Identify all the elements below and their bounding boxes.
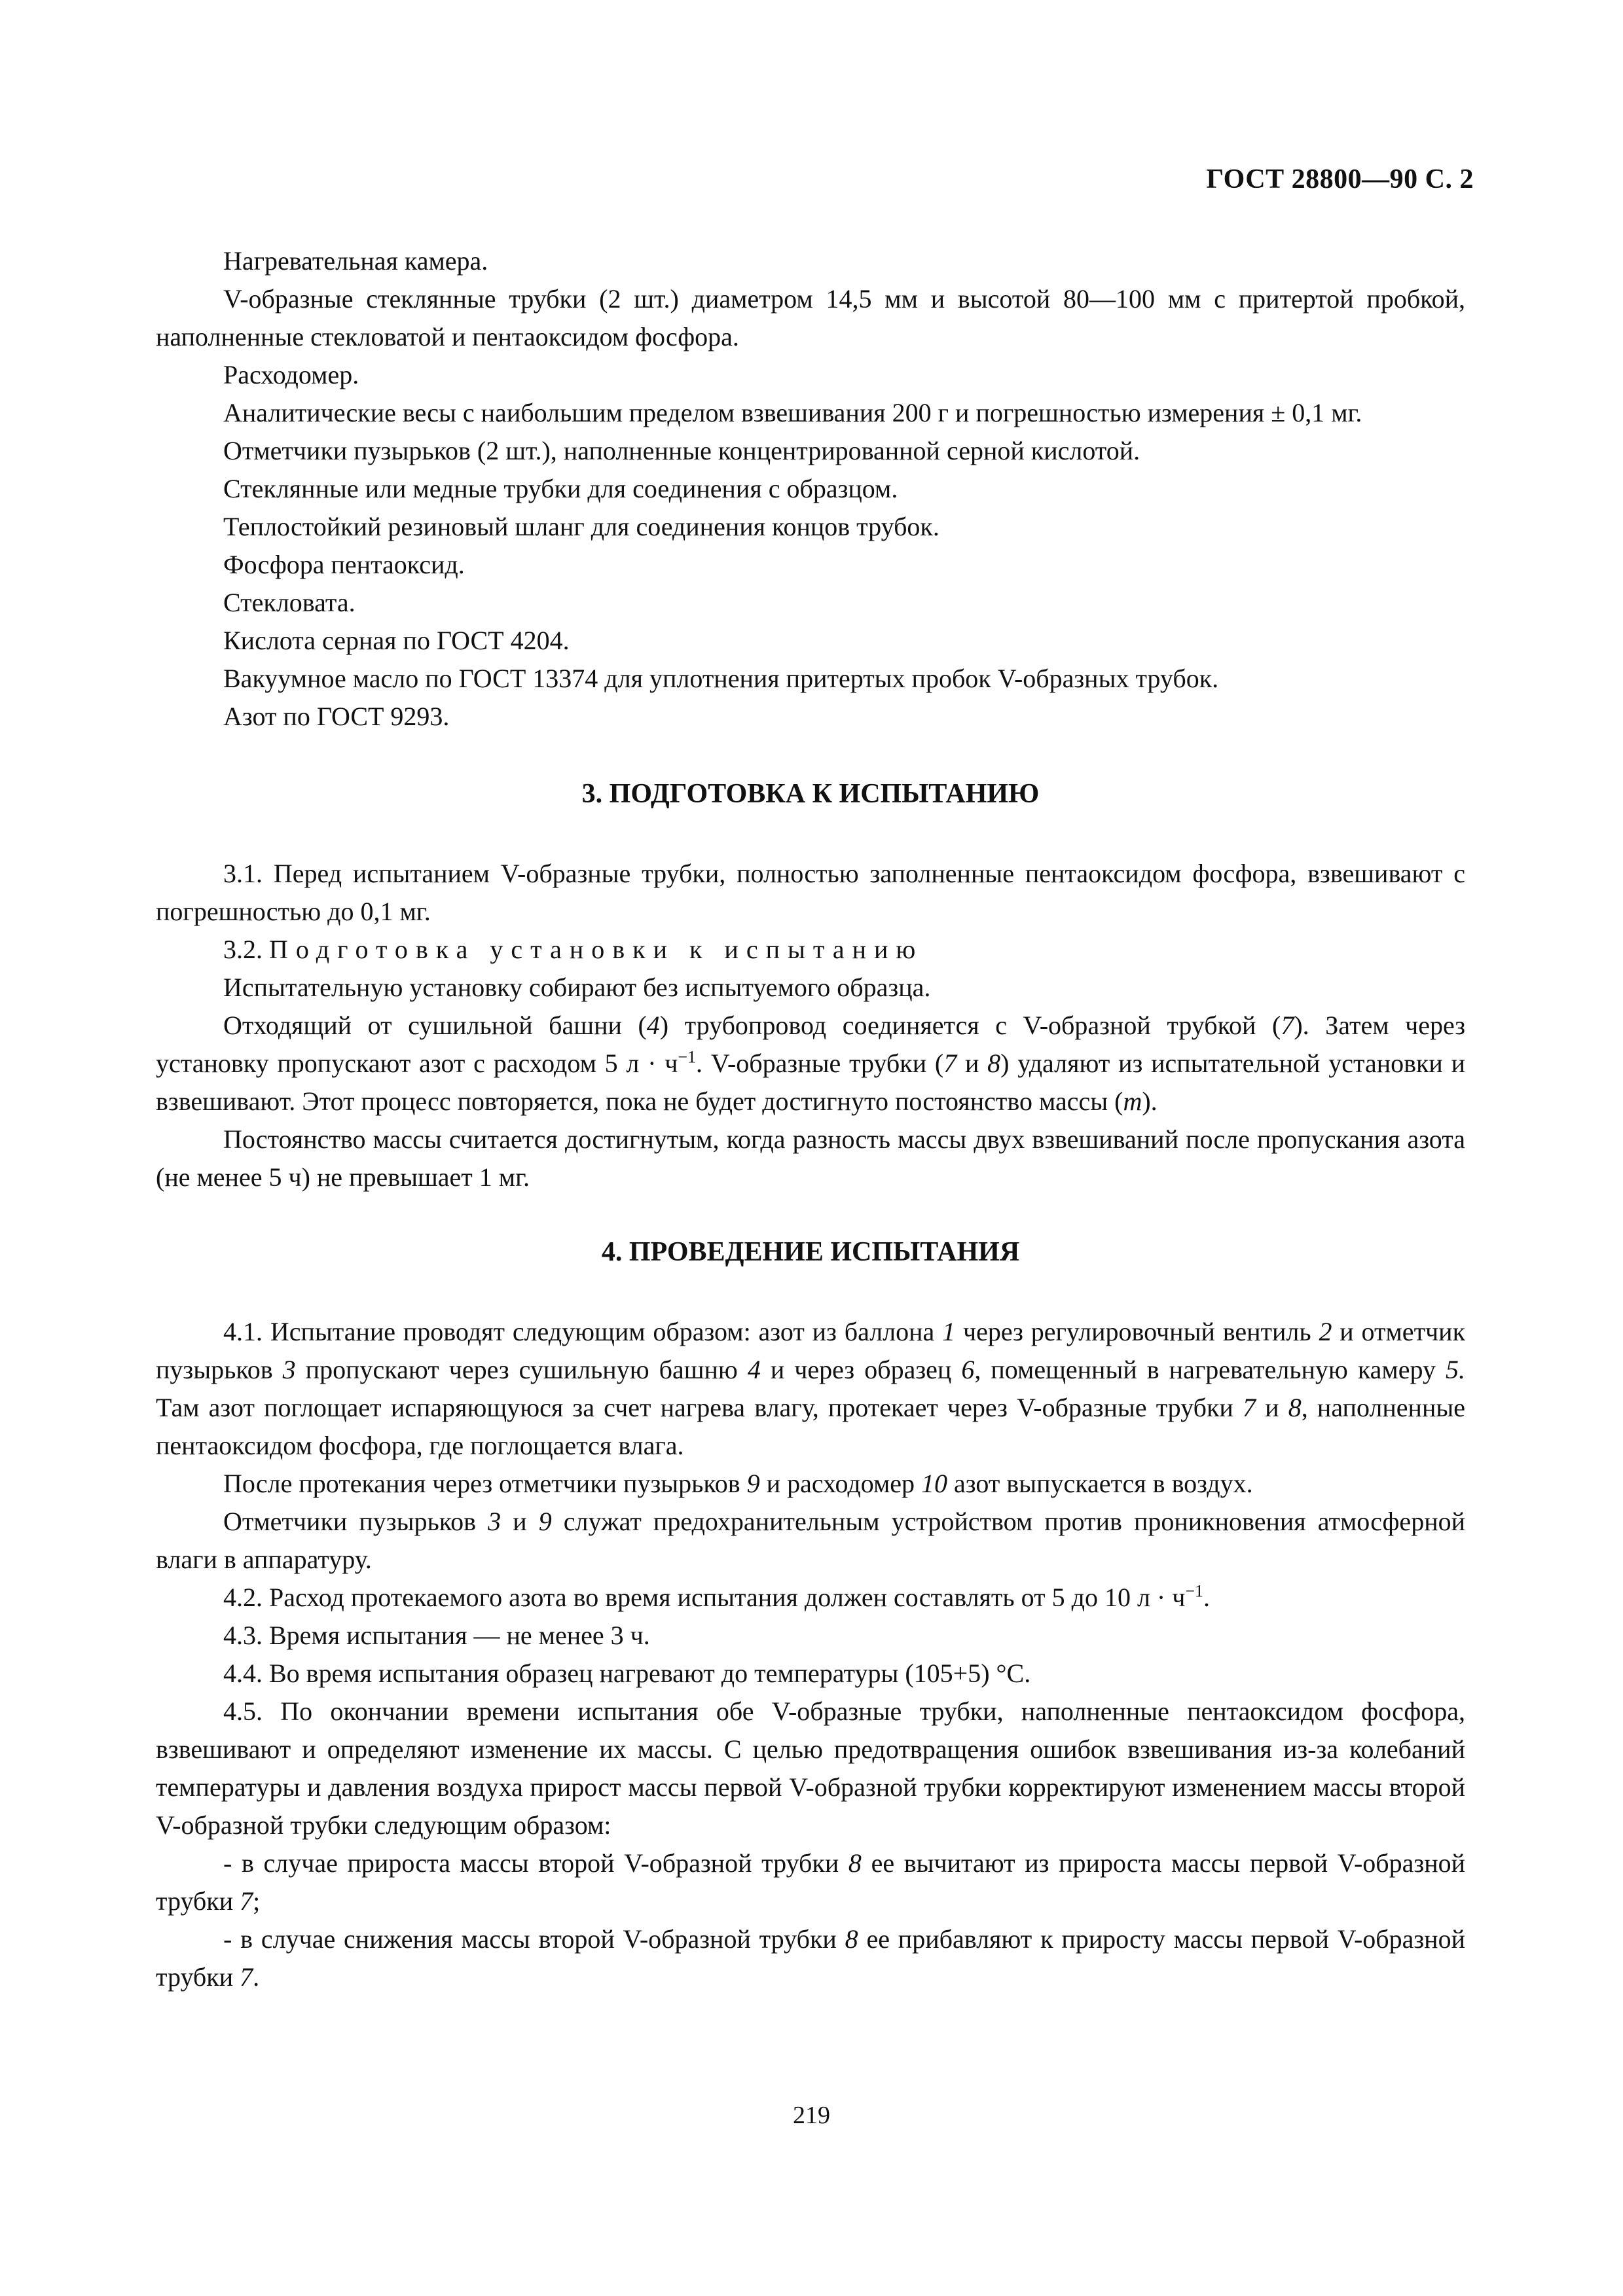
paragraph: Кислота серная по ГОСТ 4204. <box>223 626 570 655</box>
ref-number: 7 <box>1281 1011 1294 1040</box>
section-heading: 3. ПОДГОТОВКА К ИСПЫТАНИЮ <box>581 779 1040 809</box>
ref-number: 3 <box>488 1507 501 1536</box>
text-run: Отметчики пузырьков <box>223 1507 488 1536</box>
text-run: - в случае прироста массы второй V-образной трубки <box>223 1848 848 1878</box>
text-run: ; <box>253 1886 261 1916</box>
text-run: ). Затем через установку пропускают азот с расходом 5 л · ч <box>156 1011 1465 1078</box>
paragraph <box>156 1465 1465 1503</box>
text-run: пропускают через сушильную башню <box>295 1355 748 1384</box>
text-run: ее прибавляют к приросту массы первой V-образной трубки <box>156 1924 1465 1992</box>
superscript: −1 <box>1185 1581 1204 1601</box>
paragraph <box>156 1920 1465 1996</box>
ref-number: 6 <box>961 1355 975 1384</box>
text-run: ) удаляют из испытательной установки и взвешивают. Этот процесс повторяется, пока не будет достигнуто постоянство массы ( <box>156 1049 1465 1116</box>
paragraph: V-образные стеклянные трубки (2 шт.) диаметром 14,5 мм и высотой 80—100 мм с притертой пробкой, наполненные стекловатой и пентаоксидом фосфора. <box>156 284 1465 351</box>
text-run: и <box>501 1507 539 1536</box>
paragraph: 4.4. Во время испытания образец нагревают до температуры (105+5) °С. <box>223 1659 1031 1688</box>
paragraph: Стекловата. <box>223 588 356 617</box>
paragraph <box>156 1503 1465 1579</box>
text-run: . <box>1203 1583 1211 1612</box>
ref-number: 7 <box>240 1886 253 1916</box>
text-run: и через образец <box>760 1355 962 1384</box>
section-heading: 4. ПРОВЕДЕНИЕ ИСПЫТАНИЯ <box>601 1237 1020 1267</box>
ref-number: 5. <box>1446 1355 1465 1384</box>
paragraph: Вакуумное масло по ГОСТ 13374 для уплотнения притертых пробок V-образных трубок. <box>223 664 1219 693</box>
page-header: ГОСТ 28800—90 С. 2 <box>1206 164 1474 194</box>
text-run: , наполненные пентаоксидом фосфора, где поглощается влага. <box>156 1393 1465 1460</box>
text-run: . V-образные трубки ( <box>696 1049 944 1078</box>
paragraph: Азот по ГОСТ 9293. <box>223 702 450 731</box>
paragraph: 3.1. Перед испытанием V-образные трубки, полностью заполненные пентаоксидом фосфора, взвешивают с погрешностью до 0,1 мг. <box>156 859 1465 926</box>
ref-number: 7 <box>943 1049 957 1078</box>
ref-number: 8 <box>1288 1393 1302 1422</box>
paragraph: 4.5. По окончании времени испытания обе V-образные трубки, наполненные пентаоксидом фосфора, взвешивают и определяют изменение их массы. С целью предотвращения ошибок взвешивания из-за колебаний температуры и давления воздуха прирост массы первой V-образной трубки корректируют изменением массы второй V-образной трубки следующим образом: <box>156 1696 1465 1840</box>
text-run: 4.2. Расход протекаемого азота во время испытания должен составлять от 5 до 10 л · ч <box>223 1583 1186 1612</box>
ref-number: 9 <box>746 1469 760 1498</box>
paragraph: Постоянство массы считается достигнутым, когда разность массы двух взвешиваний после пропускания азота (не менее 5 ч) не превышает 1 мг. <box>156 1124 1465 1192</box>
text-run: , помещенный в нагревательную камеру <box>974 1355 1446 1384</box>
ref-number: 4 <box>646 1011 660 1040</box>
clause-number: 3.2. <box>223 935 263 964</box>
text-run: и <box>1256 1393 1288 1422</box>
text-run: После протекания через отметчики пузырьков <box>223 1469 747 1498</box>
paragraph: 4.3. Время испытания — не менее 3 ч. <box>223 1621 650 1650</box>
paragraph: Теплостойкий резиновый шланг для соединения концов трубок. <box>223 512 939 541</box>
text-run: служат предохранительным устройством против проникновения атмосферной влаги в аппаратуру. <box>156 1507 1466 1574</box>
text-run: ) трубопровод соединяется с V-образной трубкой ( <box>659 1011 1281 1040</box>
ref-number: 9 <box>538 1507 552 1536</box>
text-run: Отходящий от сушильной башни ( <box>223 1011 647 1040</box>
paragraph: Нагревательная камера. <box>223 246 488 276</box>
text-run: азот выпускается в воздух. <box>947 1469 1253 1498</box>
ref-number: 2 <box>1319 1317 1332 1346</box>
ref-number: 1 <box>942 1317 956 1346</box>
ref-number: 4 <box>747 1355 761 1384</box>
paragraph <box>156 1313 1465 1465</box>
ref-number: 8 <box>845 1924 858 1954</box>
text-run: Там азот поглощает испаряющуюся за счет нагрева влагу, протекает через V-образные трубки <box>156 1393 1243 1422</box>
paragraph: Расходомер. <box>223 360 359 389</box>
paragraph: Аналитические весы с наибольшим пределом взвешивания 200 г и погрешностью измерения ± 0,1 мг. <box>223 398 1362 427</box>
text-run: - в случае снижения массы второй V-образной трубки <box>223 1924 845 1954</box>
ref-number: 3 <box>282 1355 296 1384</box>
symbol: m <box>1123 1086 1142 1116</box>
clause-title: Подготовка установки к испытанию <box>269 935 924 964</box>
paragraph <box>156 1579 1465 1617</box>
text-run: и расходомер <box>759 1469 922 1498</box>
paragraph: Отметчики пузырьков (2 шт.), наполненные концентрированной серной кислотой. <box>223 436 1140 465</box>
text-run: и отметчик пузырьков <box>156 1317 1466 1384</box>
text-run: через регулировочный вентиль <box>955 1317 1319 1346</box>
superscript: −1 <box>678 1047 697 1067</box>
ref-number: 8 <box>848 1848 862 1878</box>
paragraph <box>156 931 1465 969</box>
text-run: . <box>253 1962 260 1992</box>
paragraph: Стеклянные или медные трубки для соединения с образцом. <box>223 474 898 503</box>
ref-number: 7 <box>240 1962 253 1992</box>
ref-number: 7 <box>1243 1393 1256 1422</box>
paragraph: Фосфора пентаоксид. <box>223 550 465 579</box>
text-run: ). <box>1142 1086 1158 1116</box>
text-run: ее вычитают из прироста массы первой V-образной трубки <box>156 1848 1466 1916</box>
text-run: 4.1. Испытание проводят следующим образом: азот из баллона <box>223 1317 943 1346</box>
ref-number: 10 <box>921 1469 948 1498</box>
paragraph <box>156 1007 1465 1121</box>
paragraph <box>156 1844 1465 1920</box>
ref-number: 8 <box>987 1049 1001 1078</box>
document-body <box>156 242 1465 1996</box>
paragraph: Испытательную установку собирают без испытуемого образца. <box>223 973 931 1002</box>
page-number: 219 <box>793 2102 830 2129</box>
text-run: и <box>957 1049 988 1078</box>
